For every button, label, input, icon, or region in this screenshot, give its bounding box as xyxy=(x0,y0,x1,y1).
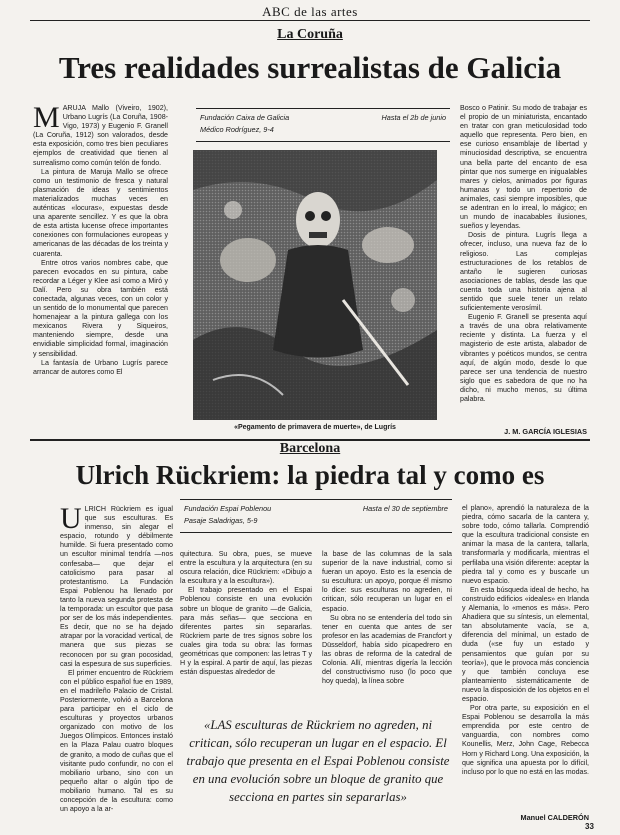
article1-venue: Fundación Caixa de Galicia xyxy=(200,113,290,122)
article1-column-1: M ARUJA Mallo (Viveiro, 1902), Urbano Lugrís (La Coruña, 1908-Vigo, 1973) y Eugenio F. Granell (La Coruña, 1912) son valorados, desde esta exposición, como tres bien peculiares ejemplos de creatividad que tienen al surrealismo como común telón de fondo. La pintura de Maruja Mallo se ofrece como un testimonio de fresca y natural plasmación de ideas y sentimientos materializados muchas veces en auténticas «locuras», expuestas desde una aparente sencillez. Y es que la obra de esta artista lucense ofrece importantes conexiones con formulaciones europeas y americanas de las décadas de los treinta y cuarenta. Entre otros varios nombres cabe, que parecen evocados en su pintura, cabe recordar a Léger y Klee así como a Miró y Dalí. Pero su obra también está conectada, algunas veces, con un color y un sentido de lo monumental que parecen homenajear a la pintura gallega con los mexicanos Rivera y Siqueiros, manteniendo siempre, desde una envidiable simplicidad formal, imaginación y sensibilidad. La fantasía de Urbano Lugrís parece arrancar de autores como El xyxy=(33,104,168,376)
article2-title: Ulrich Rückriem: la piedra tal y como es xyxy=(75,460,545,490)
article2-column-4: el plano», aprendió la naturaleza de la piedra, cómo sacarla de la cantera y, sobre todo, cómo tallarla. Comprendió que la escultura tradicional consiste en animar la masa de la cantera, tallarla, transformarla y modificarla, mientras el perfilaba una visión diferente: aceptar la piedra tal y como es y buscarle un nuevo espacio. En esta búsqueda ideal de hecho, ha construido edificios «ideales» en Irlanda y Alemania, lo «menos es más». Pero Ahadiera que su síntesis, un elemental, tan absolutamente vacía, se a, diferencia del mínimal, un estado de duda («se fuy un estado y pensamientos que guían por su teoría»), que le provoca más conciencia y que también concluya ese planteamiento sistemáticamente de nuevo la disposición de los objetos en el espacio. Por otra parte, su exposición en el Espai Poblenou se desarrolla la más emprendida por este centro de vanguardia, con nombres como Kounellis, Merz, John Cage, Rebecca Horn y Richard Long. Una exposición, la que significa una apuesta por lo difícil, incluso por lo que no está en las modas. xyxy=(462,504,589,776)
page-number: 33 xyxy=(585,822,594,831)
article2-address: Pasaje Saladrigas, 5-9 xyxy=(184,516,258,525)
header-rule xyxy=(30,20,590,21)
section-header: ABC de las artes xyxy=(262,4,358,19)
article2-column-1: U LRICH Rückriem es igual que sus esculturas. Es inmenso, sin alegar el espacio, rotundo y débilmente humilde. Si fuera presentado como un escultor minimal tendría —nos confesaba— que dejar el catolicismo para pasar al protestantismo. La Fundación Espai Poblenou ha llenado por tanto la nueva segunda protesta de la temporada: un escultor que pasa por ser de los más independientes. Es decir, que no se ha dejado atrapar por la voracidad vertical, de manera que sus piezas se reconocen por su gran pocosidad, casi la espesura de sus superficies. El primer encuentro de Rückriem con el público español fue en 1989, en el madrileño Palacio de Cristal. Posteriormente, volvió a Barcelona para participar en el ciclo de esculturas y proyectos urbanos organizado con motivo de los Juegos Olímpicos. Entonces instaló en la Plaza Palau cuatro bloques de granito, a modo de cuñas que el visitante pudo confundir, no con el mobiliario urbano, sino con un pequeño altar o algún tipo de mobiliario humano. Tal es su concepción de la escultura: como un apoyo a la ar- xyxy=(60,505,173,814)
article2-signature: Manuel CALDERÓN xyxy=(520,813,589,822)
artwork-illustration xyxy=(193,150,437,420)
article1-dates: Hasta el 2b de junio xyxy=(381,113,446,122)
article2-kicker: Barcelona xyxy=(279,441,341,456)
article2-column-3: la base de las columnas de la sala superior de la nave industrial, como si fueran un apoyo. Esto es la esencia de su escultura: un apoyo, porque él mismo lo dice: sus esculturas no agreden, ni critican, sólo recuperan un lugar en el espacio. Su obra no se entendería del todo sin tener en cuenta que antes de ser profesor en las academias de Francfort y Düsseldorf, había sido picapedrero en las obras de reforma de la catedral de Colonia. Allí, mientras digería la lección del constructivismo ruso (lo poco que hoy queda), la línea sobre xyxy=(322,550,452,686)
article1-kicker: La Coruña xyxy=(277,27,343,42)
pull-quote: «LAS esculturas de Rückriem no agreden, ni critican, sólo recuperan un lugar en el espacio. El trabajo que presenta en el Espai Poblenou consiste en una evolución sobre un bloque de granito que secciona en partes sin separarlas» xyxy=(186,718,450,804)
article1-dropcap: M xyxy=(33,104,60,134)
article2-venue: Fundación Espai Poblenou xyxy=(184,504,272,513)
article2-column-2: quitectura. Su obra, pues, se mueve entre la escultura y la arquitectura (en su oscura relación, dice Rückriem: «Dibujo a la escultura y a la escultura»). El trabajo presentado en el Espai Poblenou consiste en una evolución sobre un bloque de granito —de Galicia, para más señas— que secciona en diferentes partes sin separarlas. Rückriem parte de tres signos sobre los cuales gira toda su obra: las formas geométricas que componen: las letras T y H y la espiral. A partir de aquí, las piezas están dispuestas alrededor de xyxy=(180,550,312,677)
article1-title: Tres realidades surrealistas de Galicia xyxy=(58,50,562,85)
article1-signature: J. M. GARCÍA IGLESIAS xyxy=(504,427,587,436)
article1-infobox xyxy=(196,108,450,142)
article2-dropcap: U xyxy=(60,505,82,535)
article2-dates: Hasta el 30 de septiembre xyxy=(362,504,448,513)
article1-column-3: Bosco o Patinir. Su modo de trabajar es el propio de un miniaturista, encantado en tratar con gran meticulosidad todo aquello que representa. Pero bien, en ese curioso ensamblaje de libertad y minuciosidad descriptiva, se encuentra una bella parte del encanto de esa pintar que nos sumerge en inigualables mares y cielos, animados por figuras humanas y todo un repertorio de animales, casi siempre imposibles, que se adentran en lo irreal, lo mágico; en un mundo de inacabables ilusiones, sueños y leyendas. Dosis de pintura. Lugrís llega a ofrecer, incluso, una nueva faz de lo religioso. Las complejas estructuraciones de los retablos de antaño le sugieren curiosas asociaciones de tablas, desde las que cuenta toda una historia ajena al sentido que suele tener un relato suficientemente verosímil. Eugenio F. Granell se presenta aquí a través de una obra relativamente reciente y distinta. La fuerza y el magisterio de este artista, alabador de vibrantes y poéticos mundos, se centra aquí, de algún modo, desde lo que parece ser una tendencia de nuestro siglo que es sabedora de que no ha dicho, ni mucho menos, su última palabra. xyxy=(460,104,587,403)
artwork-caption: «Pegamento de primavera de muerte», de Lugrís xyxy=(234,424,396,431)
artwork-photo xyxy=(193,150,437,420)
article2-infobox xyxy=(180,499,452,533)
article1-address: Médico Rodríguez, 9-4 xyxy=(200,125,274,134)
